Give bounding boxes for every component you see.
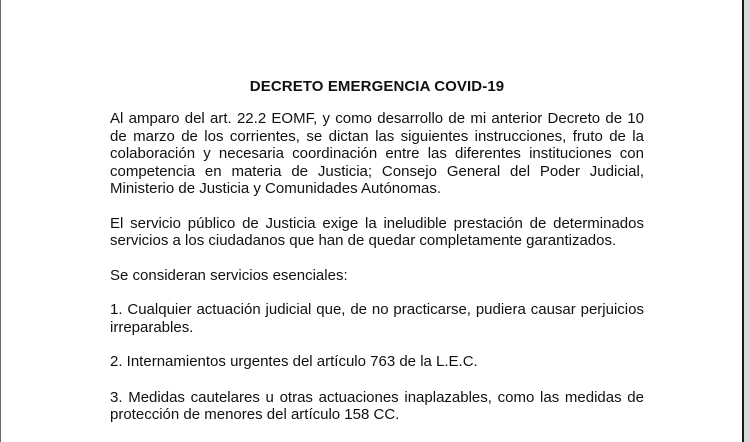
paragraph-line: 1. Cualquier actuación judicial que, de no practicarse, pudiera causar perjuicios — [110, 301, 644, 318]
paragraph-line: 3. Medidas cautelares u otras actuaciones inaplazables, como las medidas de — [110, 388, 644, 406]
paragraph-line: de marzo de los corrientes, se dictan las siguientes instrucciones, fruto de la — [110, 127, 644, 145]
paragraph-line: El servicio público de Justicia exige la ineludible prestación de determinados — [110, 214, 644, 232]
paragraph-line: Se consideran servicios esenciales: — [110, 266, 348, 284]
paragraph-public-service — [110, 215, 644, 250]
page-right-margin — [744, 0, 750, 442]
paragraph-line: colaboración y necesaria coordinación entre las diferentes instituciones con — [110, 145, 644, 162]
list-item-1 — [110, 301, 644, 336]
list-item-3 — [110, 389, 644, 424]
paragraph-line: competencia en materia de Justicia; Consejo General del Poder Judicial, — [110, 162, 644, 180]
page-right-edge — [742, 0, 744, 442]
paragraph-essential-services-intro — [110, 267, 644, 285]
document-title: DECRETO EMERGENCIA COVID-19 — [249, 78, 505, 95]
paragraph-line: protección de menores del artículo 158 CC. — [110, 406, 400, 423]
document-page — [110, 78, 644, 424]
paragraph-line: 2. Internamientos urgentes del artículo 763 de la L.E.C. — [110, 353, 478, 370]
paragraph-line: Al amparo del art. 22.2 EOMF, y como desarrollo de mi anterior Decreto de 10 — [110, 110, 644, 127]
paragraph-line: servicios a los ciudadanos que han de quedar completamente garantizados. — [110, 232, 617, 249]
page-left-edge — [0, 0, 1, 442]
list-item-2 — [110, 353, 644, 371]
paragraph-line: irreparables. — [110, 318, 194, 336]
paragraph-line: Ministerio de Justicia y Comunidades Autónomas. — [110, 180, 441, 197]
paragraph-legal-basis — [110, 110, 644, 198]
